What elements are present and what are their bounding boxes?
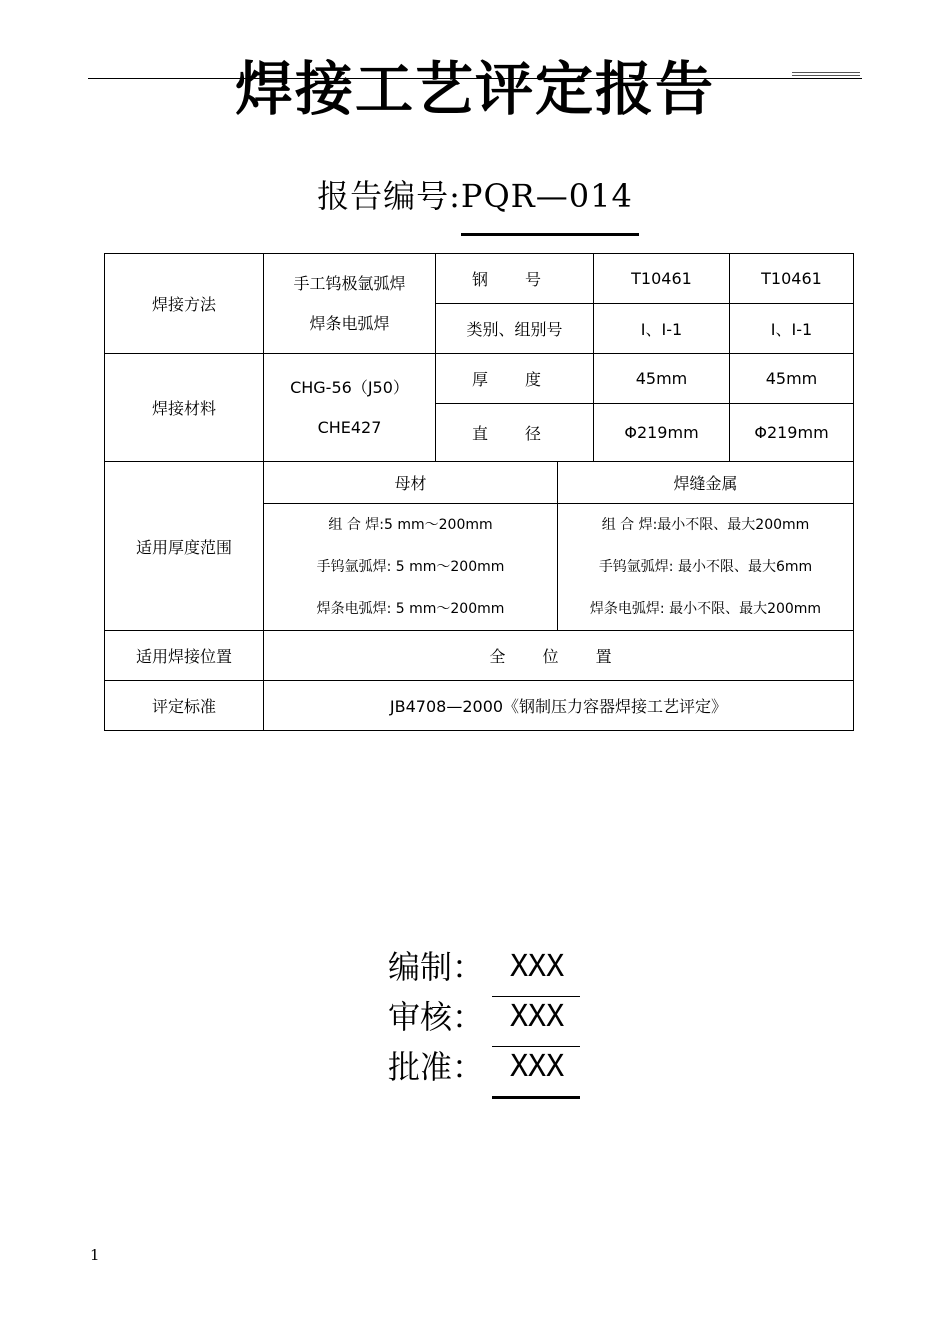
approved-label: 批准： <box>388 1048 485 1086</box>
pqr-table <box>104 253 854 731</box>
thickness-value: 45mm <box>730 354 854 404</box>
page-number: 1 <box>90 1246 100 1264</box>
approved-row <box>388 1042 588 1092</box>
thickness-value: 45mm <box>594 354 730 404</box>
base-metal-label: 母材 <box>264 462 558 504</box>
steel-no-value: T10461 <box>730 254 854 304</box>
category-value: Ⅰ、Ⅰ-1 <box>594 304 730 354</box>
reviewed-value: XXX <box>510 999 565 1034</box>
diameter-value: Φ219mm <box>730 404 854 462</box>
standard-label: 评定标准 <box>105 681 264 731</box>
report-number-underline <box>461 233 639 236</box>
category-value: Ⅰ、Ⅰ-1 <box>730 304 854 354</box>
weld-metal-range <box>558 504 854 631</box>
page-title: 焊接工艺评定报告 <box>234 55 715 123</box>
base-metal-item: 焊条电弧焊: 5 mm～200mm <box>316 601 505 617</box>
thickness-label: 厚 度 <box>436 354 594 404</box>
reviewed-row <box>388 992 588 1042</box>
method-value: 手工钨极氩弧焊 <box>293 273 406 293</box>
material-value: CHE427 <box>317 417 382 437</box>
weld-metal-label: 焊缝金属 <box>558 462 854 504</box>
approved-underline <box>492 1096 580 1099</box>
signoff-block <box>388 942 588 1092</box>
position-label: 适用焊接位置 <box>105 631 264 681</box>
base-metal-item: 组 合 焊:5 mm～200mm <box>328 517 493 533</box>
standard-value: JB4708—2000《钢制压力容器焊接工艺评定》 <box>264 681 854 731</box>
method-label: 焊接方法 <box>105 254 264 354</box>
report-number: 报告编号:PQR—014 <box>317 177 633 215</box>
reviewed-label: 审核： <box>388 998 485 1036</box>
weld-metal-item: 焊条电弧焊: 最小不限、最大200mm <box>589 601 822 617</box>
position-value: 全 位 置 <box>264 631 854 681</box>
method-value: 焊条电弧焊 <box>309 313 390 333</box>
approved-value: XXX <box>510 1049 565 1084</box>
category-label: 类别、组别号 <box>436 304 594 354</box>
material-values <box>264 354 436 462</box>
material-label: 焊接材料 <box>105 354 264 462</box>
weld-metal-item: 手钨氩弧焊: 最小不限、最大6mm <box>598 559 813 575</box>
prepared-row <box>388 942 588 992</box>
weld-metal-item: 组 合 焊:最小不限、最大200mm <box>601 517 810 533</box>
prepared-label: 编制： <box>388 948 485 986</box>
material-value: CHG-56（J50） <box>290 377 409 397</box>
base-metal-range <box>264 504 558 631</box>
diameter-label: 直 径 <box>436 404 594 462</box>
prepared-value: XXX <box>510 949 565 984</box>
method-values <box>264 254 436 354</box>
base-metal-item: 手钨氩弧焊: 5 mm～200mm <box>316 559 505 575</box>
diameter-value: Φ219mm <box>594 404 730 462</box>
steel-no-value: T10461 <box>594 254 730 304</box>
steel-no-label: 钢 号 <box>436 254 594 304</box>
range-label: 适用厚度范围 <box>105 462 264 631</box>
